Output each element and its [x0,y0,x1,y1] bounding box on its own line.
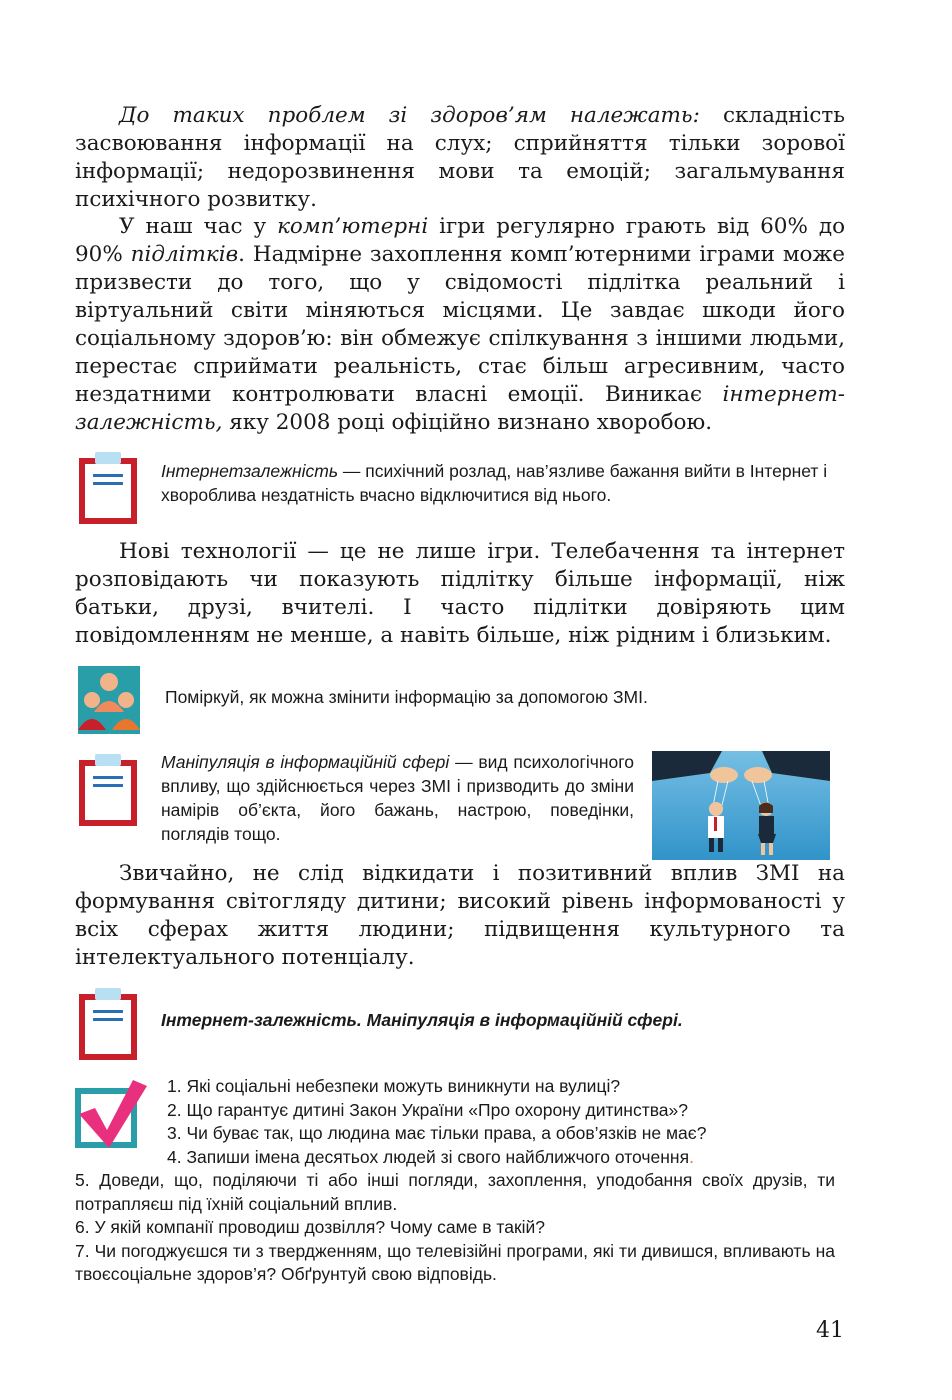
question-item: 7. Чи погоджуєшся ти з твердженням, що телевізійні програми, які ти дивишся, впливають на твоєсоціальне здоров’я? Обґрунтуй свою відповідь. [75,1240,835,1284]
people-group-icon [78,666,140,734]
question-item: 2. Що гарантує дитині Закон України «Про охорону дитинства»? [167,1099,689,1120]
definition-term: Інтернетзалежність [161,461,339,481]
text-run: ігри регулярно грають від 60% до 90% [75,214,846,267]
definition-manipulation [161,750,634,846]
paragraph-positive-influence [75,860,845,972]
page-number: 41 [816,1318,844,1343]
text-run: У наш час у [119,214,278,239]
clipboard-icon [77,754,139,828]
clipboard-icon [77,452,139,526]
question-text: 4. Запиши імена десятьох людей зі свого найближчого оточення [167,1146,690,1167]
clipboard-icon [77,988,139,1062]
paragraph-health-problems [75,102,845,214]
paragraph-text: Звичайно, не слід відкидати і позитивний вплив ЗМІ на формування світогляду дитини; високий рівень інформованості у всіх сферах життя людини; підвищення культурного та інтелектуального потенціалу. [75,861,845,970]
puppet-manipulation-illustration [652,751,830,860]
paragraph-text: Нові технології — це не лише ігри. Телебачення та інтернет розповідають чи показують підлітку більше інформації, ніж батьки, друзі, вчителі. І часто підлітки довіряють цим повідомленням не менше, а навіть більше, ніж рідним і близьким. [75,539,845,648]
paragraph-text: складність засвоювання інформації на слух; сприйняття тільки зорової інформації; недорозвинення мови та емоцій; загальмування психічного розвитку. [75,103,845,212]
text-run: . Надмірне захоплення комп’ютерними іграми може призвести до того, що у свідомості підлітка реальний і віртуальний світи міняються місцями. Це завдає шкоди його соціальному здоров’ю: він обмежує спілкування з іншими людьми, перестає сприймати реальність, стає більш агресивним, часто нездатними контролювати власні емоції. Виникає [75,242,845,407]
definition-term: Маніпуляція в інформаційній сфері [161,752,450,772]
questions-list [75,1075,835,1287]
text-run: яку 2008 році офіційно визнано хворобою. [222,410,713,435]
lead-italic: До таких проблем зі здоров’ям належать: [119,103,700,128]
italic-run: інтернет-залежність, [75,382,845,435]
question-item: 1. Які соціальні небезпеки можуть виникнути на вулиці? [167,1076,621,1096]
key-terms: Інтернет-залежність. Маніпуляція в інформаційній сфері. [161,1010,683,1030]
question-item: 3. Чи буває так, що людина має тільки права, а обов’язків не має? [167,1123,707,1143]
question-item: 5. Доведи, що, поділяючи ті або інші погляди, захоплення, уподобання своїх друзів, ти потрапляєш під їхній соціальний вплив. [75,1170,835,1214]
paragraph-computer-games [75,213,845,437]
question-dot: . [689,1146,694,1167]
paragraph-new-technologies [75,538,845,650]
question-item [75,1146,835,1170]
italic-run: підлітків [130,242,239,267]
definition-internet-addiction [161,459,841,507]
italic-run: комп’ютерні [277,214,429,239]
definition-text: — вид психологічного впливу, що здійснюється через ЗМІ і призводить до зміни намірів об’єкта, його бажань, настрою, поведінки, поглядів тощо. [161,752,634,844]
question-item: 6. У якій компанії проводиш дозвілля? Чому саме в такій? [75,1217,546,1237]
definition-text: — психічний розлад, нав’язливе бажання вийти в Інтернет і хвороблива нездатність вчасно відключитися від нього. [161,461,828,505]
think-prompt: Поміркуй, як можна змінити інформацію за допомогою ЗМІ. [165,687,648,707]
